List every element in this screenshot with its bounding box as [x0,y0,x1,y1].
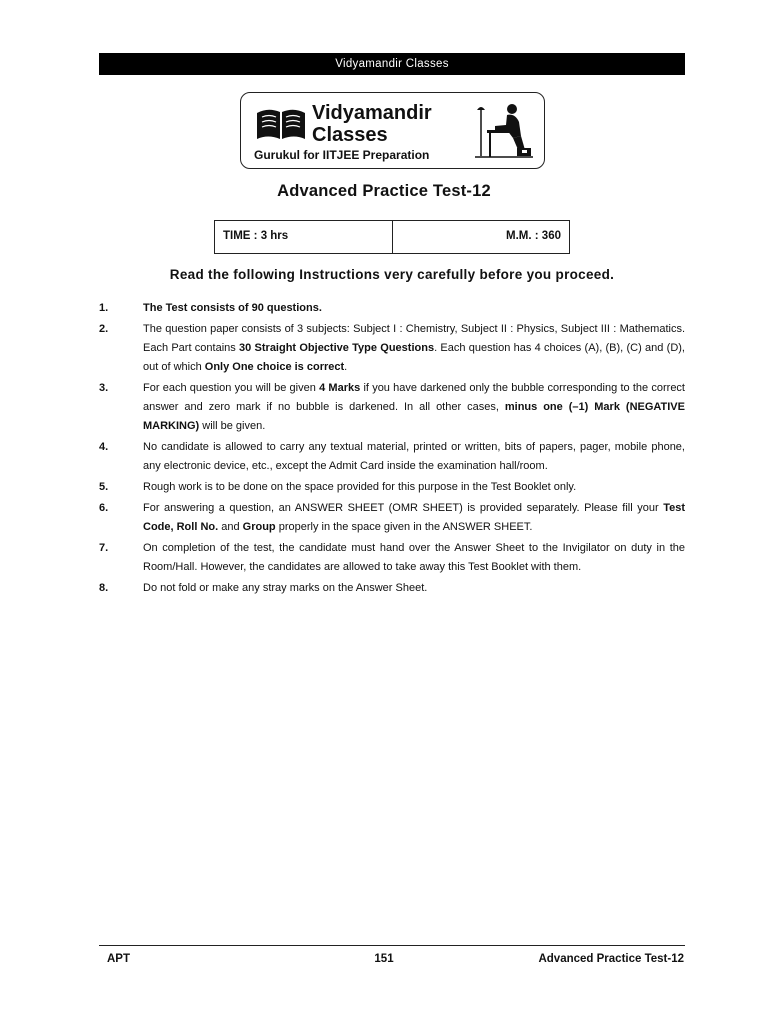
instructions-heading: Read the following Instructions very carefully before you proceed. [169,267,615,282]
institute-logo [240,92,545,169]
instruction-text [143,539,685,577]
student-at-desk-icon [473,100,535,162]
instruction-text-segment: if you have darkened only the bubble corresponding to the correct answer and zero mark if no bubble is darkened. In all other cases, [143,382,685,413]
instruction-text [143,299,685,318]
instruction-item [99,379,685,436]
footer-test-name: Advanced Practice Test-12 [538,953,684,965]
instruction-text-segment: Do not fold or make any stray marks on the Answer Sheet. [143,582,428,594]
instruction-text [143,499,685,537]
logo-name [312,102,432,146]
maximum-marks: M.M. : 360 [506,230,561,242]
instruction-text-segment: For each question you will be given [143,382,320,394]
instruction-text-segment: . [344,361,348,373]
instruction-item [99,299,685,318]
instructions-list [99,299,685,600]
footer-code: APT [107,953,130,965]
instruction-number: 1. [99,302,109,314]
instruction-item [99,499,685,537]
instruction-number: 6. [99,502,109,514]
instruction-text-emphasis: Group [242,521,276,533]
instruction-item [99,320,685,377]
instruction-text-emphasis: 30 Straight Objective Type Questions [239,342,435,354]
instruction-text-segment: will be given. [199,420,266,432]
instruction-text [143,579,685,598]
instruction-number: 7. [99,542,109,554]
instruction-text-segment: The question paper consists of 3 subjects: Subject I : Chemistry, Subject II : Physics, Subject III : Mathematics. Each Part contains [143,323,685,354]
instruction-text [143,438,685,476]
document-title: Advanced Practice Test-12 [277,182,491,200]
instruction-text-segment: Rough work is to be done on the space provided for this purpose in the Test Booklet only. [143,481,577,493]
instruction-item [99,438,685,476]
instruction-number: 3. [99,382,109,394]
logo-tagline: Gurukul for IITJEE Preparation [254,148,430,162]
instruction-text-emphasis: The Test consists of 90 questions. [143,302,322,314]
time-allowed: TIME : 3 hrs [215,221,393,253]
instruction-text-emphasis: Only One choice is correct [204,361,345,373]
instruction-text [143,379,685,436]
logo-name-line2: Classes [312,124,388,146]
instruction-number: 4. [99,441,109,453]
instruction-text-segment: For answering a question, an ANSWER SHEET (OMR SHEET) is provided separately. Please fill your [143,502,664,514]
instruction-item [99,579,685,598]
instruction-text [143,320,685,377]
header-bar [99,53,685,75]
instruction-text-segment: properly in the space given in the ANSWER SHEET. [275,521,533,533]
instruction-text-segment: No candidate is allowed to carry any textual material, printed or written, bits of papers, pager, mobile phone, any electronic device, etc., except the Admit Card inside the examination hall/room. [143,441,685,472]
instruction-number: 2. [99,323,109,335]
instruction-number: 8. [99,582,109,594]
instruction-text-emphasis: Test Code, Roll No. [143,502,685,533]
instruction-number: 5. [99,481,109,493]
instruction-text [143,478,685,497]
instruction-text-segment: On completion of the test, the candidate must hand over the Answer Sheet to the Invigilator on duty in the Room/Hall. However, the candidates are allowed to take away this Test Booklet with them. [143,542,685,573]
instruction-text-segment: . Each question has 4 choices (A), (B), (C) and (D), out of which [143,342,685,373]
open-book-icon [255,107,307,141]
instruction-text-emphasis: minus one (–1) Mark (NEGATIVE MARKING) [143,401,685,432]
logo-name-line1: Vidyamandir [312,102,432,124]
instruction-text-segment: and [218,521,243,533]
time-marks-table [214,220,570,254]
instruction-item [99,539,685,577]
page-number: 151 [374,953,394,965]
instruction-item [99,478,685,497]
header-bar-text: Vidyamandir Classes [335,58,449,70]
instruction-text-emphasis: 4 Marks [319,382,361,394]
footer-divider [99,945,685,946]
